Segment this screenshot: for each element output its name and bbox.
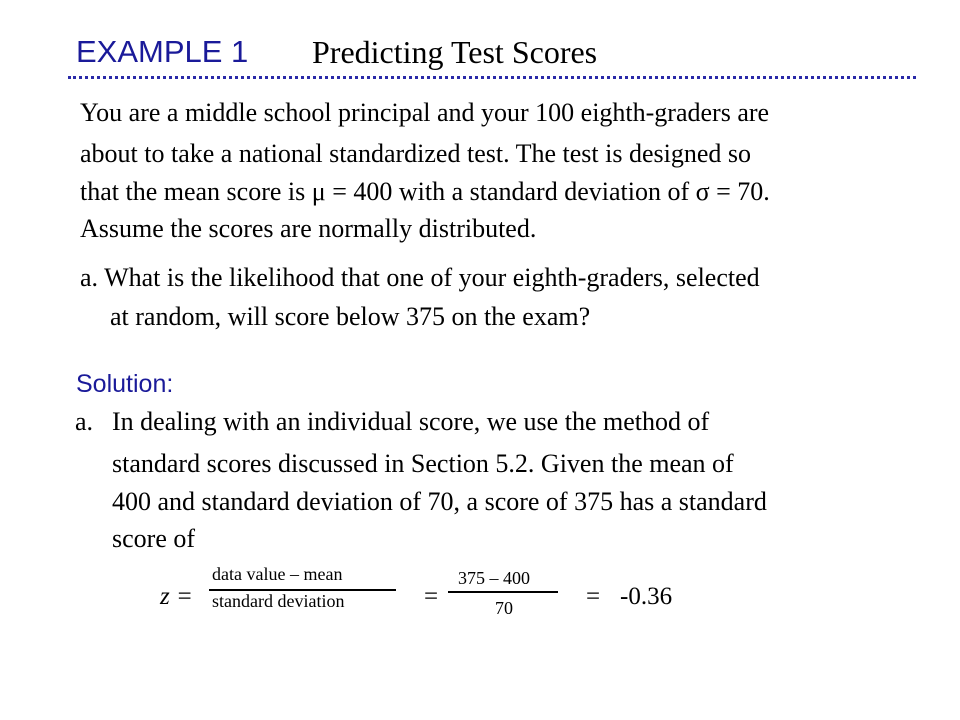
problem-line: about to take a national standardized test. The test is designed so [80, 139, 752, 168]
problem-line: You are a middle school principal and your 100 eighth-graders are [80, 98, 770, 127]
solution-line: In dealing with an individual score, we use the method of [112, 407, 710, 436]
fraction2-bar [448, 591, 558, 593]
formula-equals: = [424, 583, 439, 610]
fraction2-denominator: 70 [495, 598, 513, 618]
solution-line: 400 and standard deviation of 70, a score of 375 has a standard [112, 487, 767, 516]
problem-line: that the mean score is μ = 400 with a standard deviation of σ = 70. [80, 177, 770, 206]
formula-lhs: z = [160, 583, 193, 610]
page-title: Predicting Test Scores [312, 34, 598, 70]
example-label: EXAMPLE 1 [76, 34, 249, 69]
fraction2-numerator: 375 – 400 [458, 568, 530, 588]
solution-label: Solution: [76, 370, 174, 398]
question-line: at random, will score below 375 on the exam? [110, 302, 591, 331]
question-line: a. What is the likelihood that one of your eighth-graders, selected [80, 263, 760, 292]
solution-item-marker: a. [75, 407, 94, 436]
formula-equals: = [586, 583, 601, 610]
solution-line: score of [112, 524, 196, 553]
fraction1-denominator: standard deviation [212, 591, 345, 611]
solution-line: standard scores discussed in Section 5.2. Given the mean of [112, 449, 734, 478]
problem-line: Assume the scores are normally distributed. [80, 214, 537, 243]
fraction1-numerator: data value – mean [212, 564, 343, 584]
formula-result: -0.36 [620, 583, 673, 610]
title-divider [68, 76, 916, 79]
